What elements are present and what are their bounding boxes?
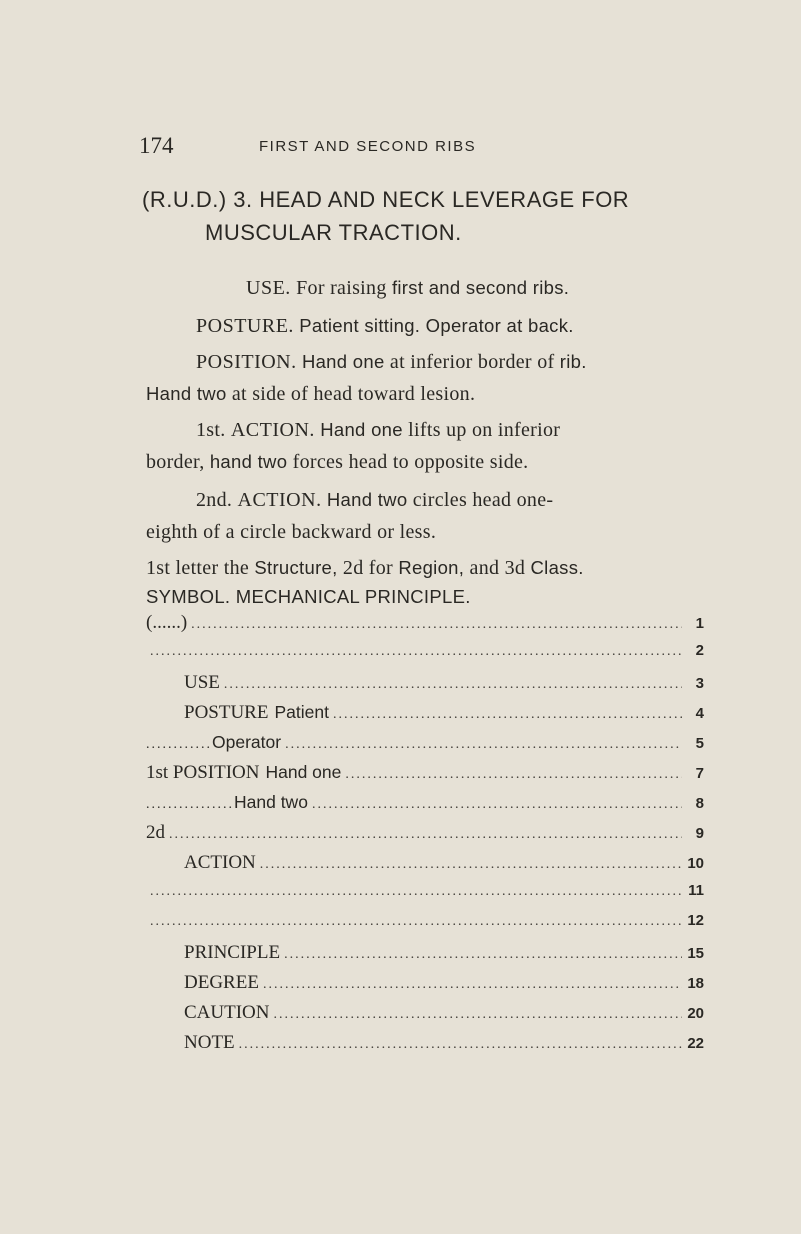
symbol-key-prefix-leader: ............ (146, 737, 212, 752)
position-text1: at inferior border of (389, 351, 555, 373)
symbol-key-row (146, 792, 704, 822)
structure-note-p2: 2d for (342, 557, 394, 579)
running-head (139, 133, 699, 159)
dot-leader (260, 857, 682, 873)
symbol-key-row (146, 882, 704, 912)
first-action-heading: ACTION. (230, 419, 315, 441)
posture-paragraph (146, 310, 706, 342)
symbol-key-number: 8 (695, 795, 704, 812)
symbol-key-row (146, 972, 704, 1002)
running-title: FIRST AND SECOND RIBS (259, 138, 477, 155)
second-action-line2-text: eighth of a circle backward or less. (146, 521, 437, 543)
dot-leader (284, 947, 682, 963)
structure-note-b2: Region, (398, 557, 465, 578)
symbol-key-label: ACTION (184, 852, 256, 873)
symbol-key-number: 1 (695, 615, 704, 632)
symbol-key-extra: Patient (274, 702, 329, 722)
symbol-key-row (146, 762, 704, 792)
symbol-key-label: POSTURE (184, 702, 269, 723)
symbol-heading: SYMBOL. MECHANICAL PRINCIPLE. (146, 586, 471, 607)
first-action-prefix: 1st. (196, 419, 226, 441)
symbol-key-row (146, 942, 704, 972)
symbol-key-number: 12 (687, 912, 704, 929)
symbol-key-extra: Hand two (234, 792, 308, 812)
symbol-key-label: PRINCIPLE (184, 942, 281, 963)
structure-note-p1: 1st letter the (146, 557, 250, 579)
dot-leader (333, 707, 682, 723)
symbol-key-number: 2 (695, 642, 704, 659)
structure-note-b1: Structure, (254, 557, 338, 578)
symbol-key-extra: Hand one (265, 762, 342, 782)
first-action-paragraph (146, 414, 706, 478)
dot-leader (239, 1037, 682, 1053)
symbol-key-row (146, 642, 704, 672)
use-heading: USE. (246, 277, 291, 299)
first-action-bold1: Hand one (320, 419, 403, 440)
symbol-key-row (146, 1032, 704, 1062)
symbol-key-label: 1st POSITION (146, 762, 260, 783)
first-action-text1: lifts up on inferior (408, 419, 561, 441)
second-action-paragraph (146, 484, 706, 548)
use-bold: first and second ribs. (391, 277, 570, 298)
second-action-bold1: Hand two (326, 489, 408, 510)
dot-leader (191, 617, 682, 633)
section-title (142, 183, 702, 249)
section-title-line2: MUSCULAR TRACTION. (205, 220, 462, 245)
posture-bold: Patient sitting. Operator at back. (299, 315, 574, 336)
position-bold2: rib. (559, 351, 587, 372)
second-action-text1: circles head one- (412, 489, 554, 511)
page-number: 174 (139, 133, 174, 158)
symbol-key-label: USE (184, 672, 220, 693)
position-paragraph (146, 346, 706, 410)
dot-leader (224, 677, 682, 693)
position-bold1: Hand one (301, 351, 385, 372)
dot-leader (263, 977, 682, 993)
dot-leader (150, 914, 682, 930)
symbol-key-number: 4 (695, 705, 704, 722)
dot-leader (150, 884, 682, 900)
symbol-key-number: 18 (687, 975, 704, 992)
position-line2-text: at side of head toward lesion. (231, 383, 476, 405)
dot-leader (150, 644, 682, 660)
second-action-prefix: 2nd. (196, 489, 233, 511)
symbol-key-prefix-leader: ................ (146, 797, 234, 812)
symbol-key-number: 20 (687, 1005, 704, 1022)
symbol-key-number: 10 (687, 855, 704, 872)
symbol-key-number: 9 (695, 825, 704, 842)
dot-leader (312, 797, 682, 813)
symbol-key-row (146, 732, 704, 762)
symbol-key-list (146, 612, 704, 1062)
symbol-key-number: 7 (695, 765, 704, 782)
symbol-key-number: 3 (695, 675, 704, 692)
symbol-key-number: 15 (687, 945, 704, 962)
first-action-line2-text1: border, (146, 451, 205, 473)
symbol-key-label: NOTE (184, 1032, 235, 1053)
symbol-key-label: (......) (146, 612, 188, 633)
symbol-key-extra: Operator (212, 732, 282, 752)
symbol-key-row (146, 822, 704, 852)
symbol-key-number: 22 (687, 1035, 704, 1052)
posture-heading: POSTURE. (196, 315, 294, 337)
dot-leader (274, 1007, 683, 1023)
dot-leader (345, 767, 682, 783)
symbol-key-row (146, 1002, 704, 1032)
symbol-key-row (146, 672, 704, 702)
symbol-key-label: CAUTION (184, 1002, 270, 1023)
symbol-key-row (146, 912, 704, 942)
position-heading: POSITION. (196, 351, 297, 373)
symbol-key-row (146, 852, 704, 882)
structure-note-b3: Class. (530, 557, 584, 578)
section-title-line1: (R.U.D.) 3. HEAD AND NECK LEVERAGE FOR (142, 187, 630, 212)
symbol-key-number: 11 (688, 882, 704, 899)
first-action-line2-text2: forces head to opposite side. (292, 451, 529, 473)
use-text: For raising (296, 277, 387, 299)
use-paragraph (146, 272, 706, 304)
symbol-key-label: 2d (146, 822, 165, 843)
dot-leader (285, 737, 682, 753)
symbol-key-number: 5 (695, 735, 704, 752)
symbol-key-label: DEGREE (184, 972, 259, 993)
position-line2-bold: Hand two (146, 383, 227, 404)
first-action-line2-bold: hand two (209, 451, 288, 472)
structure-note-p3: and 3d (469, 557, 526, 579)
dot-leader (169, 827, 682, 843)
symbol-key-row (146, 612, 704, 642)
second-action-heading: ACTION. (237, 489, 322, 511)
symbol-key-row (146, 702, 704, 732)
structure-note (146, 552, 706, 584)
